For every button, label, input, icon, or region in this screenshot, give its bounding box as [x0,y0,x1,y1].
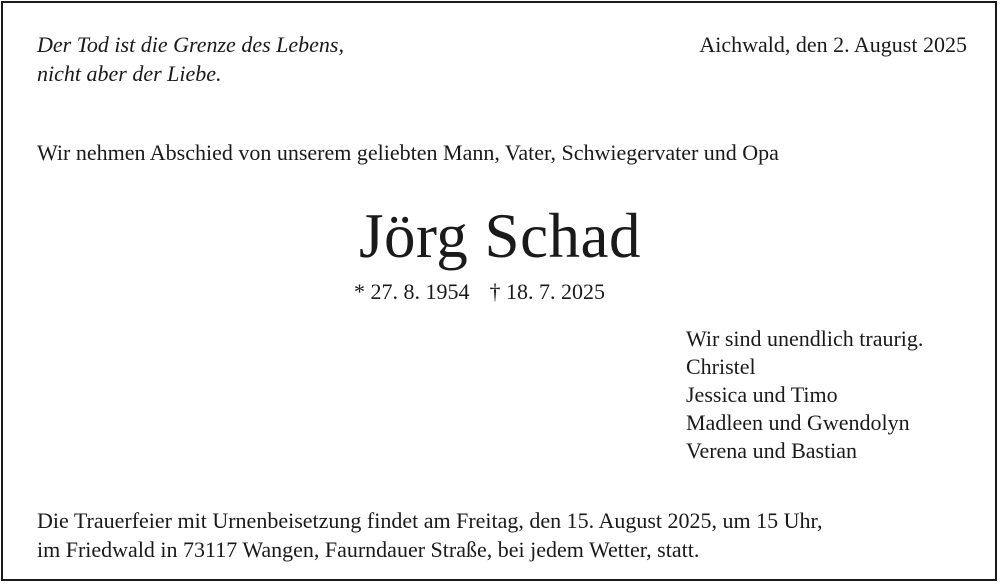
deceased-name: Jörg Schad [358,201,642,271]
mourners-statement: Wir sind unendlich traurig. [686,326,924,351]
ceremony-notice [37,506,822,564]
ceremony-line-1: Die Trauerfeier mit Urnenbeisetzung findet am Freitag, den 15. August 2025, um 15 Uhr, [37,508,823,533]
ceremony-line-2: im Friedwald in 73117 Wangen, Faurndauer Straße, bei jedem Wetter, statt. [37,537,700,562]
mourner-name: Christel [686,354,756,379]
motto-line-2: nicht aber der Liebe. [37,61,222,86]
mourners-block [686,325,923,465]
mourner-name: Jessica und Timo [686,382,838,407]
mourner-name: Verena und Bastian [686,438,858,463]
place-and-date: Aichwald, den 2. August 2025 [699,32,967,57]
motto-quote [37,30,344,88]
mourner-name: Madleen und Gwendolyn [686,410,910,435]
birth-date: * 27. 8. 1954 [354,279,470,304]
intro-sentence: Wir nehmen Abschied von unserem geliebten Mann, Vater, Schwiegervater und Opa [37,140,779,165]
motto-line-1: Der Tod ist die Grenze des Lebens, [37,32,344,57]
death-date: † 18. 7. 2025 [489,279,605,304]
life-dates [354,277,605,306]
